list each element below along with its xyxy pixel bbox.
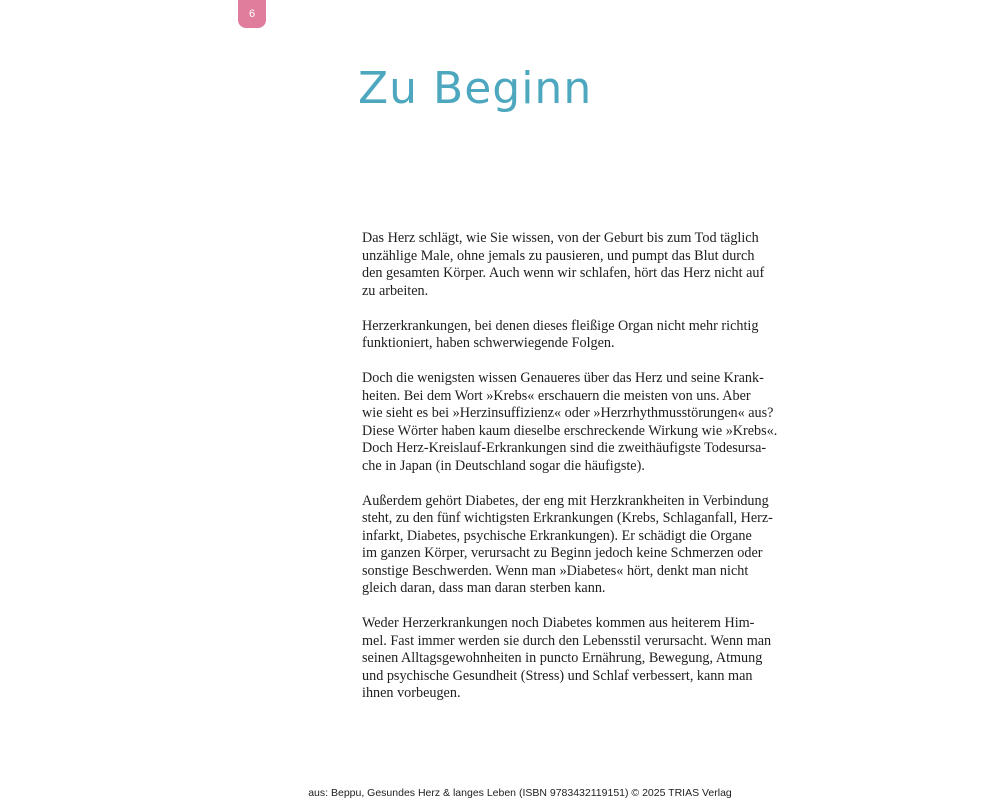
page-number-tab: [238, 0, 266, 28]
text-line: Diese Wörter haben kaum dieselbe erschreckende Wirkung wie »Krebs«.: [362, 422, 778, 439]
text-line: steht, zu den fünf wichtigsten Erkrankungen (Krebs, Schlaganfall, Herz-: [362, 510, 773, 526]
text-line: infarkt, Diabetes, psychische Erkrankungen). Er schädigt die Organe: [362, 527, 752, 544]
paragraph-5: [362, 615, 772, 703]
text-line: funktioniert, haben schwerwiegende Folgen.: [362, 335, 615, 351]
text-line: zu arbeiten.: [362, 282, 429, 299]
text-line: unzählige Male, ohne jemals zu pausieren, und pumpt das Blut durch: [362, 247, 755, 264]
text-line: heiten. Bei dem Wort »Krebs« erschauern die meisten von uns. Aber: [362, 387, 751, 404]
paragraph-1: [362, 230, 772, 300]
paragraph-2: [362, 318, 772, 353]
text-line: Weder Herzerkrankungen noch Diabetes kommen aus heiterem Him-: [362, 615, 755, 631]
text-line: mel. Fast immer werden sie durch den Lebensstil verursacht. Wenn man: [362, 632, 772, 649]
text-line: sonstige Beschwerden. Wenn man »Diabetes« hört, denkt man nicht: [362, 562, 749, 579]
text-line: gleich daran, dass man daran sterben kann.: [362, 580, 606, 596]
paragraph-4: [362, 493, 772, 598]
text-line: che in Japan (in Deutschland sogar die häufigste).: [362, 457, 645, 474]
text-line: Außerdem gehört Diabetes, der eng mit Herzkrankheiten in Verbindung: [362, 492, 769, 509]
text-line: wie sieht es bei »Herzinsuffizienz« oder »Herzrhythmusstörungen« aus?: [362, 405, 774, 421]
page-number: 6: [248, 7, 256, 20]
text-line: und psychische Gesundheit (Stress) und Schlaf verbessert, kann man: [362, 667, 753, 684]
source-footer: aus: Beppu, Gesundes Herz & langes Leben (ISBN 9783432119151) © 2025 TRIAS Verlag: [308, 787, 732, 799]
text-line: Doch die wenigsten wissen Genaueres über das Herz und seine Krank-: [362, 370, 764, 386]
chapter-title: Zu Beginn: [358, 63, 593, 114]
paragraph-3: [362, 370, 778, 475]
text-line: seinen Alltagsgewohnheiten in puncto Ernährung, Bewegung, Atmung: [362, 650, 763, 666]
text-line: Das Herz schlägt, wie Sie wissen, von der Geburt bis zum Tod täglich: [362, 230, 759, 246]
text-line: Herzerkrankungen, bei denen dieses fleißige Organ nicht mehr richtig: [362, 317, 759, 334]
text-line: Doch Herz-Kreislauf-Erkrankungen sind die zweithäufigste Todesursa-: [362, 440, 767, 456]
text-line: ihnen vorbeugen.: [362, 685, 461, 701]
body-text: [362, 230, 778, 720]
text-line: im ganzen Körper, verursacht zu Beginn jedoch keine Schmerzen oder: [362, 545, 763, 561]
text-line: den gesamten Körper. Auch wenn wir schlafen, hört das Herz nicht auf: [362, 265, 765, 281]
